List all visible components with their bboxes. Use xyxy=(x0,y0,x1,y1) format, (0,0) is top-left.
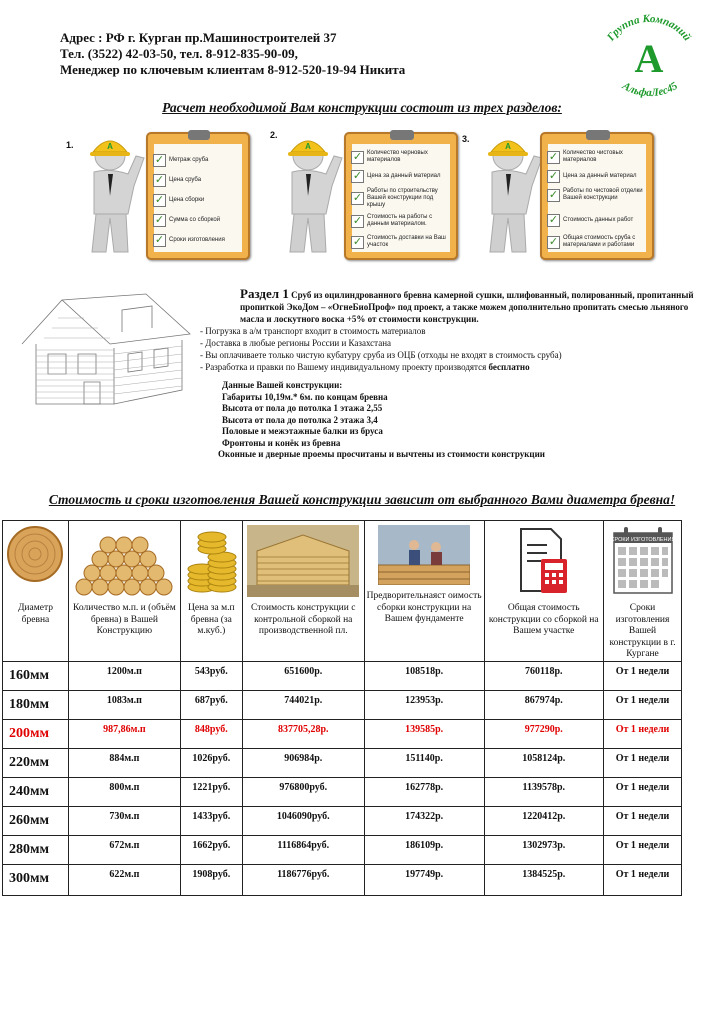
cell-onsite-assembly: 139585р. xyxy=(364,719,484,748)
header-assembly-cost xyxy=(242,521,364,662)
checklist-item: Общая стоимость сруба с материалами и работами xyxy=(563,235,636,248)
table-header-row xyxy=(3,521,682,662)
header-diameter xyxy=(3,521,69,662)
log-pile-icon xyxy=(74,525,174,597)
construction-data-title: Данные Вашей конструкции: xyxy=(222,380,343,390)
board-number: 3. xyxy=(462,134,470,144)
section-1-bullet: - Погрузка в а/м транспорт входит в стоимость материалов xyxy=(200,326,426,336)
workers-photo xyxy=(378,525,470,585)
cell-terms: От 1 недели xyxy=(604,690,682,719)
logo-letter: А xyxy=(634,36,664,81)
cell-total: 1384525р. xyxy=(484,864,604,895)
cell-diameter: 260мм xyxy=(3,806,69,835)
cell-diameter: 220мм xyxy=(3,748,69,777)
cell-price: 1433руб. xyxy=(180,806,242,835)
header-label: Сроки изготовления Вашей конструкции в г. Кургане xyxy=(609,603,676,659)
cell-total: 1220412р. xyxy=(484,806,604,835)
cell-onsite-assembly: 174322р. xyxy=(364,806,484,835)
construction-data-line: Высота от пола до потолка 1 этажа 2,55 xyxy=(222,403,383,413)
section-1-title: Раздел 1 xyxy=(240,286,289,301)
logo-top-text: Группа Компаний xyxy=(604,14,694,44)
cell-onsite-assembly: 186109р. xyxy=(364,835,484,864)
cell-price: 1221руб. xyxy=(180,777,242,806)
checklist-item: Цена сборки xyxy=(169,197,205,203)
cell-quantity: 884м.п xyxy=(68,748,180,777)
cell-price: 1026руб. xyxy=(180,748,242,777)
checklist-clipboard: ✓ Метраж сруба ✓ Цена сруба ✓ Цена сборки ✓ Сумма со сборкой ✓ Сроки изготовления xyxy=(146,132,250,260)
section-1-text: Сруб из оцилиндрованного бревна камерной сушки, шлифованный, полированный, пропитанный пропиткой ЭкоДом – «ОгнеБиоПроф» под проект, а также можем дополнительно пропитать смесью льняного масла и лоскутного воска +5% от стоимости конструкции. xyxy=(240,290,694,324)
construction-data-line: Фронтоны и конёк из бревна xyxy=(222,437,341,448)
log-end-icon xyxy=(6,525,64,597)
cell-assembly-cost: 651600р. xyxy=(242,661,364,690)
cost-heading: Стоимость и сроки изготовления Вашей конструкции зависит от выбранного Вами диаметра бревна! xyxy=(48,492,676,507)
logo-bottom-text: АльфаЛес45 xyxy=(620,79,680,98)
table-row xyxy=(3,748,682,777)
cell-diameter: 200мм xyxy=(3,719,69,748)
cell-assembly-cost: 744021р. xyxy=(242,690,364,719)
checklist-item: Сумма со сборкой xyxy=(169,217,221,223)
cell-assembly-cost: 1116864руб. xyxy=(242,835,364,864)
cell-onsite-assembly: 151140р. xyxy=(364,748,484,777)
address-line: Адрес : РФ г. Курган пр.Машиностроителей 37 xyxy=(60,30,337,45)
header-price xyxy=(180,521,242,662)
section-1-description xyxy=(200,288,710,373)
header-label: Цена за м.п бревна (за м.куб.) xyxy=(188,603,235,636)
cell-quantity: 987,86м.п xyxy=(68,719,180,748)
cell-diameter: 240мм xyxy=(3,777,69,806)
cell-diameter: 180мм xyxy=(3,690,69,719)
cell-price: 1908руб. xyxy=(180,864,242,895)
checklist-item: Цена сруба xyxy=(169,177,202,183)
table-row xyxy=(3,777,682,806)
header-label: Диаметр бревна xyxy=(17,603,53,625)
table-row xyxy=(3,806,682,835)
table-row xyxy=(3,835,682,864)
checklist-item: Количество чистовых материалов xyxy=(563,150,623,163)
header-label: Количество м.п. и (объём бревна) в Вашей Конструкцию xyxy=(72,603,176,636)
checklist-item: Стоимость на работы с данным материалом. xyxy=(367,214,433,227)
cell-price: 687руб. xyxy=(180,690,242,719)
checklist-item: Работы по строительству Вашей конструкции под крышу xyxy=(367,188,438,208)
construction-data-line: Половые и межэтажные балки из бруса xyxy=(222,426,383,436)
checklist-item: Метраж сруба xyxy=(169,157,209,163)
cell-total: 977290р. xyxy=(484,719,604,748)
cell-total: 1139578р. xyxy=(484,777,604,806)
cell-onsite-assembly: 123953р. xyxy=(364,690,484,719)
free-label: бесплатно xyxy=(488,362,530,372)
header-onsite-assembly xyxy=(364,521,484,662)
header-label: Стоимость конструкции с контрольной сборкой на производственной пл. xyxy=(251,603,356,636)
cell-diameter: 300мм xyxy=(3,864,69,895)
cell-terms: От 1 недели xyxy=(604,719,682,748)
checklist-item: Количество черновых материалов xyxy=(367,150,428,163)
log-house-sketch xyxy=(18,292,198,410)
cell-assembly-cost: 976800руб. xyxy=(242,777,364,806)
cell-quantity: 1083м.п xyxy=(68,690,180,719)
price-table xyxy=(2,520,682,896)
section-1-bullet: - Разработка и правки по Вашему индивидуальному проекту производятся xyxy=(200,362,489,372)
cell-quantity: 622м.п xyxy=(68,864,180,895)
manager-line: Менеджер по ключевым клиентам 8-912-520-19-94 Никита xyxy=(60,62,406,77)
checklist-item: Работы по чистовой отделки Вашей конструкции xyxy=(563,188,643,201)
cell-price: 848руб. xyxy=(180,719,242,748)
section-1-bullet: - Вы оплачиваете только чистую кубатуру сруба из ОЦБ (отходы не входят в стоимость сруба) xyxy=(200,350,562,360)
company-logo xyxy=(596,14,702,98)
cell-onsite-assembly: 197749р. xyxy=(364,864,484,895)
board-number: 1. xyxy=(66,140,74,150)
construction-data-line: Габариты 10,19м.* 6м. по концам бревна xyxy=(222,391,388,402)
table-row xyxy=(3,661,682,690)
calendar-label: СРОКИ ИЗГОТОВЛЕНИЯ xyxy=(610,537,675,543)
checklist-item: Стоимость данных работ xyxy=(563,217,634,223)
section-1-bullet: - Доставка в любые регионы России и Казахстана xyxy=(200,338,392,348)
checklist-clipboard: ✓ Количество черновых материалов ✓ Цена за данный материал ✓ Работы по строительству Вашей конструкции под крышу ✓ Стоимость на работы с данным материалом. ✓ Стоимость доставки на Ваш участок xyxy=(344,132,458,260)
cell-quantity: 672м.п xyxy=(68,835,180,864)
phones-line: Тел. (3522) 42-03-50, тел. 8-912-835-90-09, xyxy=(60,46,298,61)
svg-text:A: A xyxy=(505,142,511,151)
header-quantity xyxy=(68,521,180,662)
cell-onsite-assembly: 108518р. xyxy=(364,661,484,690)
header-label: Общая стоимость конструкции со сборкой на Вашем участке xyxy=(488,603,599,636)
coins-icon xyxy=(184,525,238,597)
header-terms xyxy=(604,521,682,662)
construction-data xyxy=(218,380,545,461)
cell-terms: От 1 недели xyxy=(604,806,682,835)
calendar-icon xyxy=(610,525,676,597)
cell-terms: От 1 недели xyxy=(604,864,682,895)
construction-data-line: Оконные и дверные проемы просчитаны и вычтены из стоимости конструкции xyxy=(218,449,545,459)
cell-total: 1302973р. xyxy=(484,835,604,864)
checklist-item: Цена за данный материал xyxy=(367,173,441,179)
cell-terms: От 1 недели xyxy=(604,661,682,690)
company-header xyxy=(60,30,405,78)
cell-assembly-cost: 1186776руб. xyxy=(242,864,364,895)
header-label: Предворительнаяст оимость сборки конструкции на Вашем фундаменте xyxy=(366,591,482,624)
checklist-clipboard: ✓ Количество чистовых материалов ✓ Цена за данный материал ✓ Работы по чистовой отделки Вашей конструкции ✓ Стоимость данных работ ✓ Общая стоимость сруба с материалами и работами xyxy=(540,132,654,260)
cell-terms: От 1 недели xyxy=(604,835,682,864)
svg-text:АльфаЛес45 xyxy=(619,79,680,98)
cell-diameter: 160мм xyxy=(3,661,69,690)
cell-terms: От 1 недели xyxy=(604,777,682,806)
header-total-cost xyxy=(484,521,604,662)
factory-assembly-photo xyxy=(247,525,359,597)
checklist-item: Цена за данный материал xyxy=(563,173,637,179)
table-row xyxy=(3,690,682,719)
intro-heading: Расчет необходимой Вам конструкции состоит из трех разделов: xyxy=(162,100,562,115)
cell-assembly-cost: 906984р. xyxy=(242,748,364,777)
cell-onsite-assembly: 162778р. xyxy=(364,777,484,806)
construction-data-line: Высота от пола до потолка 2 этажа 3,4 xyxy=(222,414,378,425)
svg-text:A: A xyxy=(305,142,311,151)
cell-quantity: 1200м.п xyxy=(68,661,180,690)
board-number: 2. xyxy=(270,130,278,140)
checklist-item: Сроки изготовления xyxy=(169,237,225,243)
cell-total: 867974р. xyxy=(484,690,604,719)
svg-text:A: A xyxy=(107,142,113,151)
checklist-item: Стоимость доставки на Ваш участок xyxy=(367,235,446,248)
document-calculator-icon xyxy=(517,525,571,597)
cell-total: 760118р. xyxy=(484,661,604,690)
cell-assembly-cost: 1046090руб. xyxy=(242,806,364,835)
cell-quantity: 800м.п xyxy=(68,777,180,806)
cell-assembly-cost: 837705,28р. xyxy=(242,719,364,748)
table-row xyxy=(3,864,682,895)
cell-total: 1058124р. xyxy=(484,748,604,777)
cell-price: 543руб. xyxy=(180,661,242,690)
cell-price: 1662руб. xyxy=(180,835,242,864)
cell-quantity: 730м.п xyxy=(68,806,180,835)
cell-terms: От 1 недели xyxy=(604,748,682,777)
table-row-highlighted xyxy=(3,719,682,748)
cell-diameter: 280мм xyxy=(3,835,69,864)
